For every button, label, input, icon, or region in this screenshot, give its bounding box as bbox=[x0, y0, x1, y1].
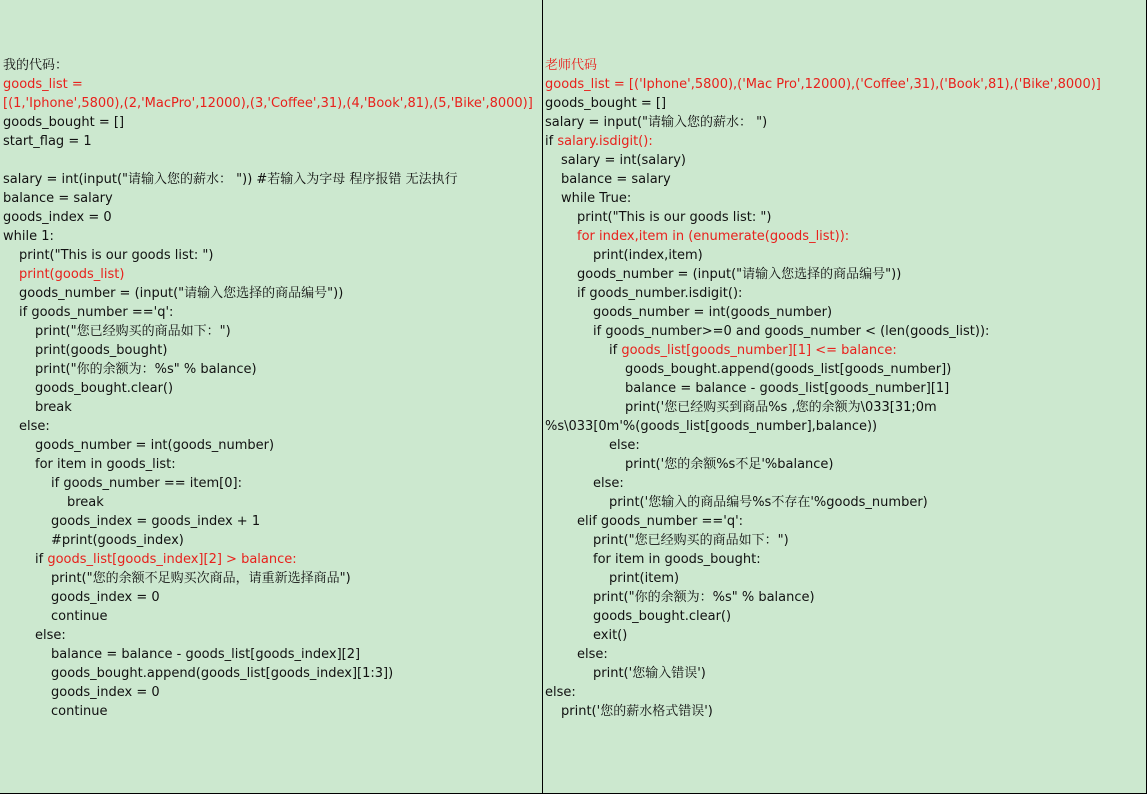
code-line: else: bbox=[593, 476, 624, 491]
code-line: print("您的余额不足购买次商品，请重新选择商品") bbox=[51, 571, 351, 586]
code-line: [(1,'Iphone',5800),(2,'MacPro',12000),(3,'Coffee',31),(4,'Book',81),(5,'Bike',8000)] bbox=[3, 96, 533, 111]
code-line: print("你的余额为：%s" % balance) bbox=[593, 590, 815, 605]
code-line: print('您的薪水格式错误') bbox=[561, 704, 713, 719]
code-line: continue bbox=[51, 609, 108, 624]
code-line: print(index,item) bbox=[593, 248, 703, 263]
code-line: break bbox=[35, 400, 72, 415]
code-line: print('您的余额%s不足'%balance) bbox=[625, 457, 834, 472]
code-line: elif goods_number =='q': bbox=[577, 514, 744, 529]
code-line: print("您已经购买的商品如下：") bbox=[35, 324, 231, 339]
code-line: balance = salary bbox=[561, 172, 671, 187]
code-line: goods_bought.append(goods_list[goods_number]) bbox=[625, 362, 952, 377]
code-line: salary = input("请输入您的薪水： ") bbox=[545, 115, 768, 130]
code-line: print(goods_list) bbox=[19, 267, 125, 282]
teacher-code-lines bbox=[545, 56, 1147, 721]
code-line: exit() bbox=[593, 628, 628, 643]
code-line: balance = balance - goods_list[goods_index][2] bbox=[51, 647, 361, 662]
my-code-lines bbox=[3, 56, 542, 721]
code-line: print(item) bbox=[609, 571, 680, 586]
code-line: continue bbox=[51, 704, 108, 719]
code-line: while True: bbox=[561, 191, 632, 206]
code-line: 我的代码： bbox=[3, 58, 69, 73]
code-line: else: bbox=[609, 438, 640, 453]
code-line: for item in goods_bought: bbox=[593, 552, 761, 567]
code-line: balance = balance - goods_list[goods_number][1] bbox=[625, 381, 950, 396]
code-line: goods_number = int(goods_number) bbox=[593, 305, 833, 320]
teacher-code-cell[interactable] bbox=[543, 0, 1147, 794]
code-line: goods_list = bbox=[3, 77, 83, 92]
code-line: goods_index = goods_index + 1 bbox=[51, 514, 261, 529]
code-line: if goods_number>=0 and goods_number < (len(goods_list)): bbox=[593, 324, 990, 339]
code-line bbox=[3, 151, 542, 170]
code-line: else: bbox=[577, 647, 608, 662]
code-line: goods_list = [('Iphone',5800),('Mac Pro',12000),('Coffee',31),('Book',81),('Bike',8000)] bbox=[545, 77, 1101, 92]
code-line: for item in goods_list: bbox=[35, 457, 176, 472]
code-line: goods_bought.clear() bbox=[593, 609, 732, 624]
code-line: salary = int(salary) bbox=[561, 153, 686, 168]
code-line: balance = salary bbox=[3, 191, 113, 206]
code-line: goods_bought = [] bbox=[3, 115, 125, 130]
code-line: goods_index = 0 bbox=[3, 210, 112, 225]
code-line: if goods_number =='q': bbox=[19, 305, 174, 320]
code-line: print("你的余额为：%s" % balance) bbox=[35, 362, 257, 377]
code-keyword: if bbox=[609, 343, 622, 358]
code-line: if goods_number == item[0]: bbox=[51, 476, 242, 491]
code-line: goods_bought = [] bbox=[545, 96, 667, 111]
code-line: goods_index = 0 bbox=[51, 685, 160, 700]
code-line: #print(goods_index) bbox=[51, 533, 184, 548]
code-line: print(goods_bought) bbox=[35, 343, 168, 358]
code-line: for index,item in (enumerate(goods_list)): bbox=[577, 229, 850, 244]
code-line bbox=[545, 132, 1147, 151]
code-line: print('您输入的商品编号%s不存在'%goods_number) bbox=[609, 495, 928, 510]
my-code-cell[interactable] bbox=[0, 0, 542, 794]
code-line: goods_bought.append(goods_list[goods_index][1:3]) bbox=[51, 666, 394, 681]
code-line: print("This is our goods list: ") bbox=[19, 248, 214, 263]
code-line: goods_number = int(goods_number) bbox=[35, 438, 275, 453]
code-line: print('您输入错误') bbox=[593, 666, 706, 681]
code-highlight: goods_list[goods_number][1] <= balance: bbox=[621, 343, 897, 358]
code-line: else: bbox=[545, 685, 576, 700]
code-line: goods_number = (input("请输入您选择的商品编号")) bbox=[577, 267, 902, 282]
code-line: if goods_number.isdigit(): bbox=[577, 286, 743, 301]
code-highlight: goods_list[goods_index][2] > balance: bbox=[47, 552, 297, 567]
code-line: start_flag = 1 bbox=[3, 134, 92, 149]
code-line: else: bbox=[19, 419, 50, 434]
code-line: print('您已经购买到商品%s ,您的余额为\033[31;0m bbox=[625, 400, 937, 415]
code-line: goods_index = 0 bbox=[51, 590, 160, 605]
code-line bbox=[545, 341, 1147, 360]
code-keyword: if bbox=[545, 134, 558, 149]
code-line: salary = int(input("请输入您的薪水： ")) #若输入为字母 程序报错 无法执行 bbox=[3, 172, 458, 187]
code-line: %s\033[0m'%(goods_list[goods_number],balance)) bbox=[545, 419, 878, 434]
code-highlight: salary.isdigit(): bbox=[557, 134, 653, 149]
code-line: goods_number = (input("请输入您选择的商品编号")) bbox=[19, 286, 344, 301]
code-line: break bbox=[67, 495, 104, 510]
code-line: print("您已经购买的商品如下：") bbox=[593, 533, 789, 548]
code-line: goods_bought.clear() bbox=[35, 381, 174, 396]
code-line: else: bbox=[35, 628, 66, 643]
code-keyword: if bbox=[35, 552, 48, 567]
code-line bbox=[3, 550, 542, 569]
code-line: print("This is our goods list: ") bbox=[577, 210, 772, 225]
code-line: 老师代码 bbox=[545, 58, 598, 73]
code-line: while 1: bbox=[3, 229, 54, 244]
